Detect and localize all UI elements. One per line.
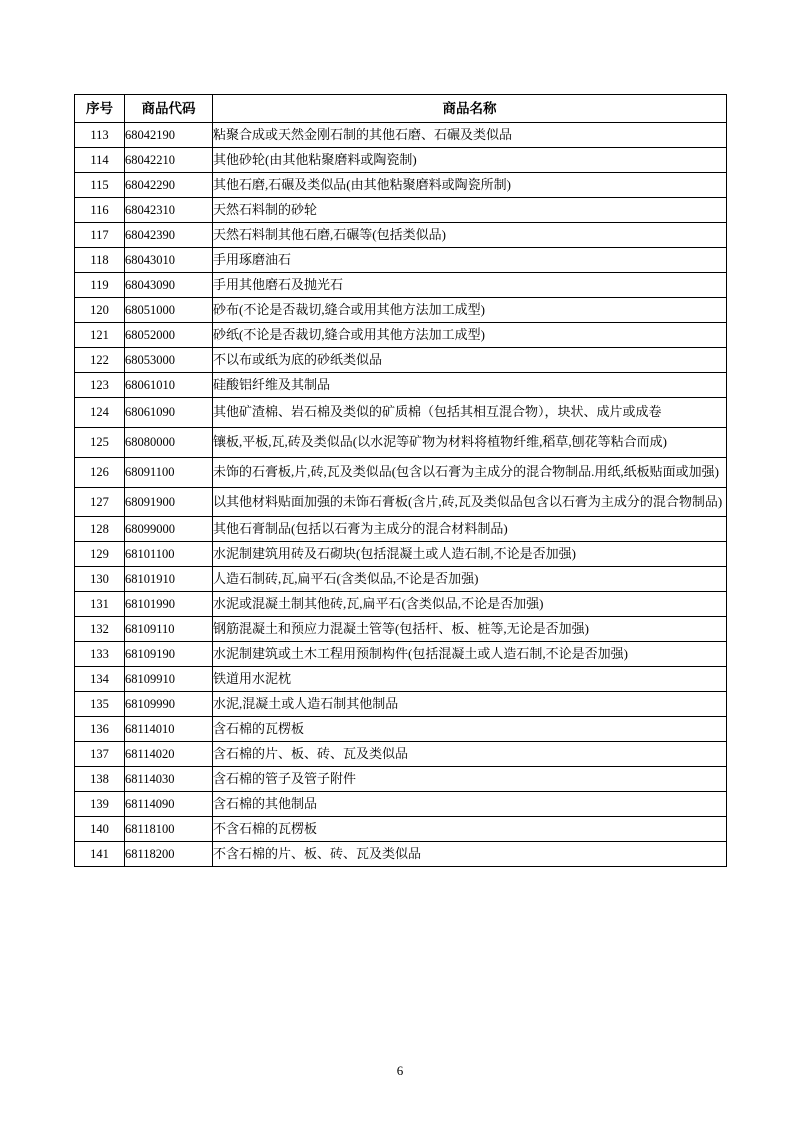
table-row [75, 298, 727, 323]
cell-name: 镶板,平板,瓦,砖及类似品(以水泥等矿物为材料将植物纤维,稻草,刨花等粘合而成) [213, 427, 727, 457]
table-row [75, 842, 727, 867]
table-header [75, 95, 727, 123]
cell-sequence: 117 [75, 223, 125, 248]
table-row [75, 248, 727, 273]
table-row [75, 123, 727, 148]
cell-name: 未饰的石膏板,片,砖,瓦及类似品(包含以石膏为主成分的混合物制品.用纸,纸板贴面或加强) [213, 457, 727, 487]
table-row [75, 273, 727, 298]
cell-name: 粘聚合成或天然金刚石制的其他石磨、石碾及类似品 [213, 123, 727, 148]
goods-table-container [74, 94, 726, 867]
table-row [75, 642, 727, 667]
cell-code: 68101910 [125, 567, 213, 592]
cell-code: 68042210 [125, 148, 213, 173]
cell-sequence: 121 [75, 323, 125, 348]
cell-code: 68118100 [125, 817, 213, 842]
cell-sequence: 138 [75, 767, 125, 792]
cell-name: 水泥制建筑或土木工程用预制构件(包括混凝土或人造石制,不论是否加强) [213, 642, 727, 667]
table-row [75, 398, 727, 428]
table-row [75, 373, 727, 398]
cell-code: 68053000 [125, 348, 213, 373]
cell-name: 含石棉的片、板、砖、瓦及类似品 [213, 742, 727, 767]
cell-code: 68109110 [125, 617, 213, 642]
table-row [75, 717, 727, 742]
cell-sequence: 134 [75, 667, 125, 692]
cell-sequence: 133 [75, 642, 125, 667]
cell-code: 68114010 [125, 717, 213, 742]
column-header-name: 商品名称 [213, 95, 727, 123]
table-row [75, 173, 727, 198]
cell-name: 钢筋混凝土和预应力混凝土管等(包括杆、板、桩等,无论是否加强) [213, 617, 727, 642]
cell-name: 手用其他磨石及抛光石 [213, 273, 727, 298]
cell-sequence: 126 [75, 457, 125, 487]
cell-name: 以其他材料贴面加强的未饰石膏板(含片,砖,瓦及类似品包含以石膏为主成分的混合物制品) [213, 487, 727, 517]
cell-name: 含石棉的管子及管子附件 [213, 767, 727, 792]
cell-code: 68052000 [125, 323, 213, 348]
cell-code: 68061010 [125, 373, 213, 398]
cell-name: 含石棉的瓦楞板 [213, 717, 727, 742]
goods-table [74, 94, 727, 867]
table-row [75, 542, 727, 567]
table-row [75, 767, 727, 792]
cell-code: 68051000 [125, 298, 213, 323]
table-row [75, 427, 727, 457]
cell-code: 68042190 [125, 123, 213, 148]
cell-code: 68114020 [125, 742, 213, 767]
table-row [75, 348, 727, 373]
table-row [75, 517, 727, 542]
table-row [75, 457, 727, 487]
cell-name: 不含石棉的瓦楞板 [213, 817, 727, 842]
table-row [75, 792, 727, 817]
cell-code: 68043090 [125, 273, 213, 298]
table-row [75, 323, 727, 348]
table-row [75, 487, 727, 517]
cell-name: 手用琢磨油石 [213, 248, 727, 273]
cell-name: 砂纸(不论是否裁切,缝合或用其他方法加工成型) [213, 323, 727, 348]
cell-sequence: 125 [75, 427, 125, 457]
cell-name: 人造石制砖,瓦,扁平石(含类似品,不论是否加强) [213, 567, 727, 592]
cell-code: 68109910 [125, 667, 213, 692]
table-row [75, 617, 727, 642]
cell-sequence: 130 [75, 567, 125, 592]
cell-code: 68042290 [125, 173, 213, 198]
cell-code: 68101990 [125, 592, 213, 617]
cell-sequence: 116 [75, 198, 125, 223]
cell-name: 砂布(不论是否裁切,缝合或用其他方法加工成型) [213, 298, 727, 323]
cell-name: 天然石料制其他石磨,石碾等(包括类似品) [213, 223, 727, 248]
cell-code: 68080000 [125, 427, 213, 457]
cell-sequence: 129 [75, 542, 125, 567]
cell-name: 铁道用水泥枕 [213, 667, 727, 692]
column-header-sequence: 序号 [75, 95, 125, 123]
cell-code: 68114030 [125, 767, 213, 792]
cell-code: 68099000 [125, 517, 213, 542]
table-row [75, 667, 727, 692]
column-header-code: 商品代码 [125, 95, 213, 123]
cell-sequence: 118 [75, 248, 125, 273]
table-body [75, 123, 727, 867]
cell-name: 不以布或纸为底的砂纸类似品 [213, 348, 727, 373]
cell-name: 硅酸铝纤维及其制品 [213, 373, 727, 398]
cell-sequence: 135 [75, 692, 125, 717]
cell-sequence: 120 [75, 298, 125, 323]
cell-code: 68042310 [125, 198, 213, 223]
cell-name: 水泥或混凝土制其他砖,瓦,扁平石(含类似品,不论是否加强) [213, 592, 727, 617]
cell-code: 68042390 [125, 223, 213, 248]
cell-sequence: 136 [75, 717, 125, 742]
table-row [75, 567, 727, 592]
cell-code: 68091100 [125, 457, 213, 487]
cell-sequence: 122 [75, 348, 125, 373]
cell-sequence: 124 [75, 398, 125, 428]
cell-code: 68043010 [125, 248, 213, 273]
cell-code: 68109990 [125, 692, 213, 717]
cell-name: 水泥,混凝土或人造石制其他制品 [213, 692, 727, 717]
cell-name: 其他砂轮(由其他粘聚磨料或陶瓷制) [213, 148, 727, 173]
cell-name: 天然石料制的砂轮 [213, 198, 727, 223]
cell-code: 68101100 [125, 542, 213, 567]
cell-sequence: 114 [75, 148, 125, 173]
cell-name: 其他石磨,石碾及类似品(由其他粘聚磨料或陶瓷所制) [213, 173, 727, 198]
page-number: 6 [396, 1063, 404, 1078]
cell-sequence: 123 [75, 373, 125, 398]
cell-sequence: 137 [75, 742, 125, 767]
cell-code: 68118200 [125, 842, 213, 867]
cell-sequence: 113 [75, 123, 125, 148]
cell-sequence: 131 [75, 592, 125, 617]
cell-name: 水泥制建筑用砖及石砌块(包括混凝土或人造石制,不论是否加强) [213, 542, 727, 567]
table-row [75, 692, 727, 717]
table-row [75, 148, 727, 173]
cell-sequence: 119 [75, 273, 125, 298]
table-row [75, 592, 727, 617]
cell-sequence: 141 [75, 842, 125, 867]
cell-name: 含石棉的其他制品 [213, 792, 727, 817]
table-row [75, 223, 727, 248]
cell-sequence: 115 [75, 173, 125, 198]
table-header-row [75, 95, 727, 123]
cell-sequence: 139 [75, 792, 125, 817]
cell-sequence: 132 [75, 617, 125, 642]
cell-sequence: 127 [75, 487, 125, 517]
cell-code: 68091900 [125, 487, 213, 517]
cell-name: 其他矿渣棉、岩石棉及类似的矿质棉（包括其相互混合物），块状、成片或成卷 [213, 398, 727, 428]
cell-code: 68061090 [125, 398, 213, 428]
cell-code: 68109190 [125, 642, 213, 667]
cell-code: 68114090 [125, 792, 213, 817]
table-row [75, 198, 727, 223]
table-row [75, 742, 727, 767]
cell-sequence: 140 [75, 817, 125, 842]
cell-sequence: 128 [75, 517, 125, 542]
cell-name: 不含石棉的片、板、砖、瓦及类似品 [213, 842, 727, 867]
table-row [75, 817, 727, 842]
cell-name: 其他石膏制品(包括以石膏为主成分的混合材料制品) [213, 517, 727, 542]
